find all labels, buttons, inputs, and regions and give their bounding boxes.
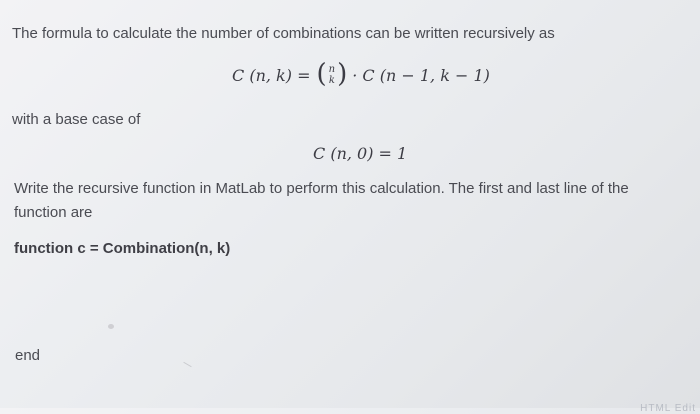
corner-fragment: HTML Edit [640,403,696,414]
code-last-line: end [15,347,41,364]
recursive-formula [232,60,490,90]
binomial-top: n [328,64,336,75]
binomial-bottom: k [328,75,335,86]
faint-stroke [183,362,191,367]
base-case-formula: C (n, 0) = 1 [313,143,408,163]
instructions-text: Write the recursive function in MatLab to perform this calculation. The first and last line of the function are [14,180,629,221]
binomial-close-paren: ) [337,59,348,89]
formula-rhs: · C (n − 1, k − 1) [352,65,490,85]
smudge-mark [108,324,114,329]
base-case-text: with a base case of [12,111,141,128]
intro-text: The formula to calculate the number of combinations can be written recursively as [12,25,555,42]
code-first-line: function c = Combination(n, k) [14,240,231,257]
formula-lhs: C (n, k) = [232,65,311,85]
binomial-open-paren: ( [316,59,327,89]
binomial-coefficient [329,64,335,86]
